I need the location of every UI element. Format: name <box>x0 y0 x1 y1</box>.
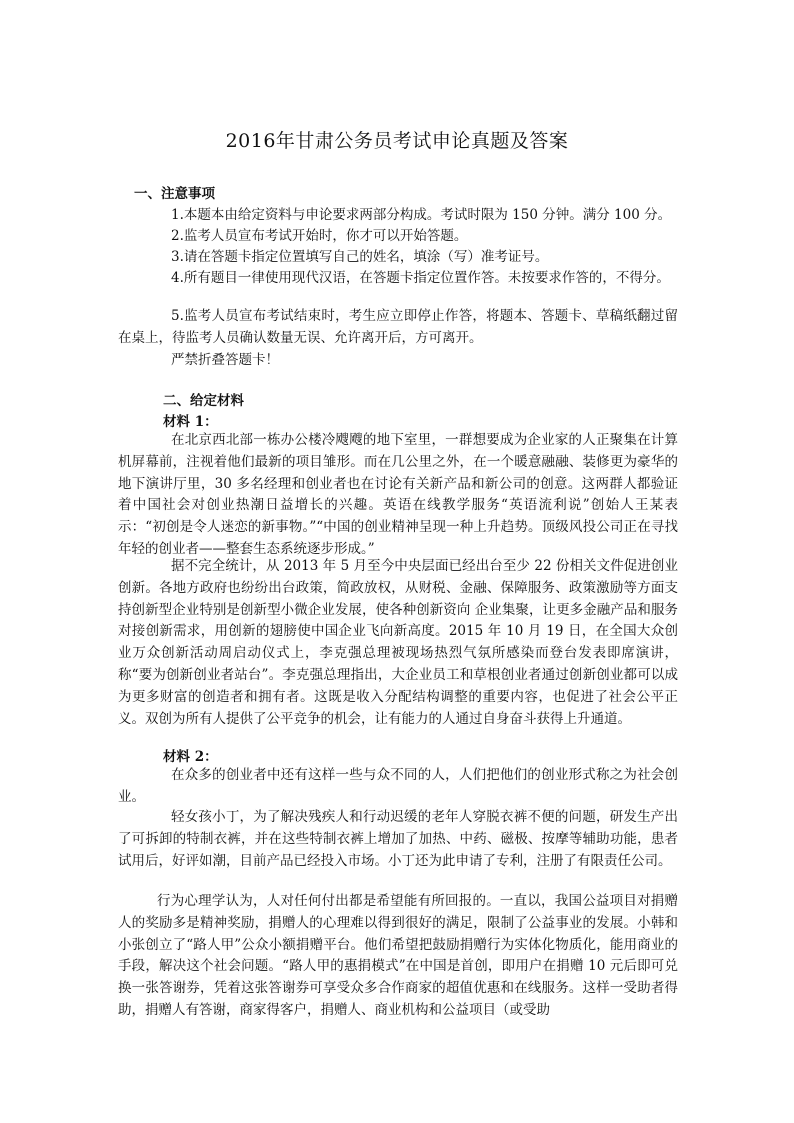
note-item: 2.监考人员宣布考试开始时，你才可以开始答题。 <box>171 228 468 244</box>
warning-text: 严禁折叠答题卡！ <box>171 352 279 368</box>
material-paragraph: 据不完全统计，从 2013 年 5 月至今中央层面已经出台至少 22 份相关文件促进创业创新。各地方政府也纷纷出台政策，简政放权，从财税、金融、保障服务、政策激励等方面支持创新型企业特别是创新型小微企业发展，使各种创新资向 企业集聚，让更多金融产品和服务对接创新需求，用创新的翅膀使中国企业飞向新高度。2015 年 10 月 19 日，在全国大众创业万众创新活动周启动仪式上，李克强总理被现场热烈气氛所感染而登台发表即席演讲，称“要为创新创业者站台”。李克强总理指出，大企业员工和草根创业者通过创新创业都可以成为更多财富的创造者和拥有者。这既是收入分配结构调整的重要内容，也促进了社会公平正义。双创为所有人提供了公平竞争的机会，让有能力的人通过自身奋斗获得上升通道。 <box>118 558 678 727</box>
material-heading: 材料 1： <box>163 414 218 430</box>
material-paragraph: 行为心理学认为，人对任何付出都是希望能有所回报的。一直以，我国公益项目对捐赠人的奖励多是精神奖励，捐赠人的心理难以得到很好的满足，限制了公益事业的发展。小韩和小张创立了“路人甲”公众小额捐赠平台。他们希望把鼓励捐赠行为实体化物质化，能用商业的手段，解决这个社会问题。“路人甲的惠捐模式”在中国是首创，即用户在捐赠 10 元后即可兑换一张答谢券，凭着这张答谢券可享受众多合作商家的超值优惠和在线服务。这样一受助者得助，捐赠人有答谢，商家得客户，捐赠人、商业机构和公益项目（或受助 <box>118 893 678 1018</box>
note-item: 5.监考人员宣布考试结束时，考生应立即停止作答，将题本、答题卡、草稿纸翻过留在桌上，待监考人员确认数量无误、允许离开后，方可离开。 <box>118 308 678 346</box>
section-heading-notes: 一、注意事项 <box>134 186 215 202</box>
material-paragraph: 在众多的创业者中还有这样一些与众不同的人，人们把他们的创业形式称之为社会创业。 <box>118 767 678 805</box>
section-heading-materials: 二、给定材料 <box>163 393 244 409</box>
material-paragraph: 轻女孩小丁，为了解决残疾人和行动迟缓的老年人穿脱衣裤不便的问题，研发生产出了可拆卸的特制衣裤，并在这些特制衣裤上增加了加热、中药、磁极、按摩等辅助功能，患者试用后，好评如潮，目前产品已经投入市场。小丁还为此申请了专利，注册了有限责任公司。 <box>118 809 678 869</box>
note-item: 1.本题本由给定资料与申论要求两部分构成。考试时限为 150 分钟。满分 100 分。 <box>171 207 672 223</box>
note-item: 4.所有题目一律使用现代汉语，在答题卡指定位置作答。未按要求作答的，不得分。 <box>171 270 670 286</box>
note-item: 3.请在答题卡指定位置填写自己的姓名，填涂（写）准考证号。 <box>171 249 549 265</box>
material-heading: 材料 2： <box>163 749 218 765</box>
material-paragraph: 在北京西北部一栋办公楼冷飕飕的地下室里，一群想要成为企业家的人正聚集在计算机屏幕前，注视着他们最新的项目雏形。而在几公里之外，在一个暖意融融、装修更为豪华的地下演讲厅里，30 多名经理和创业者也在讨论有关新产品和新公司的创意。这两群人都验证着中国社会对创业热潮日益增长的兴趣。英语在线教学服务“英语流利说”创始人王某表示：“初创是令人迷恋的新事物。”“中国的创业精神呈现一种上升趋势。顶级风投公司正在寻找年轻的创业者——整套生态系统逐步形成。” <box>118 432 678 557</box>
document-title: 2016年甘肃公务员考试申论真题及答案 <box>225 130 569 152</box>
